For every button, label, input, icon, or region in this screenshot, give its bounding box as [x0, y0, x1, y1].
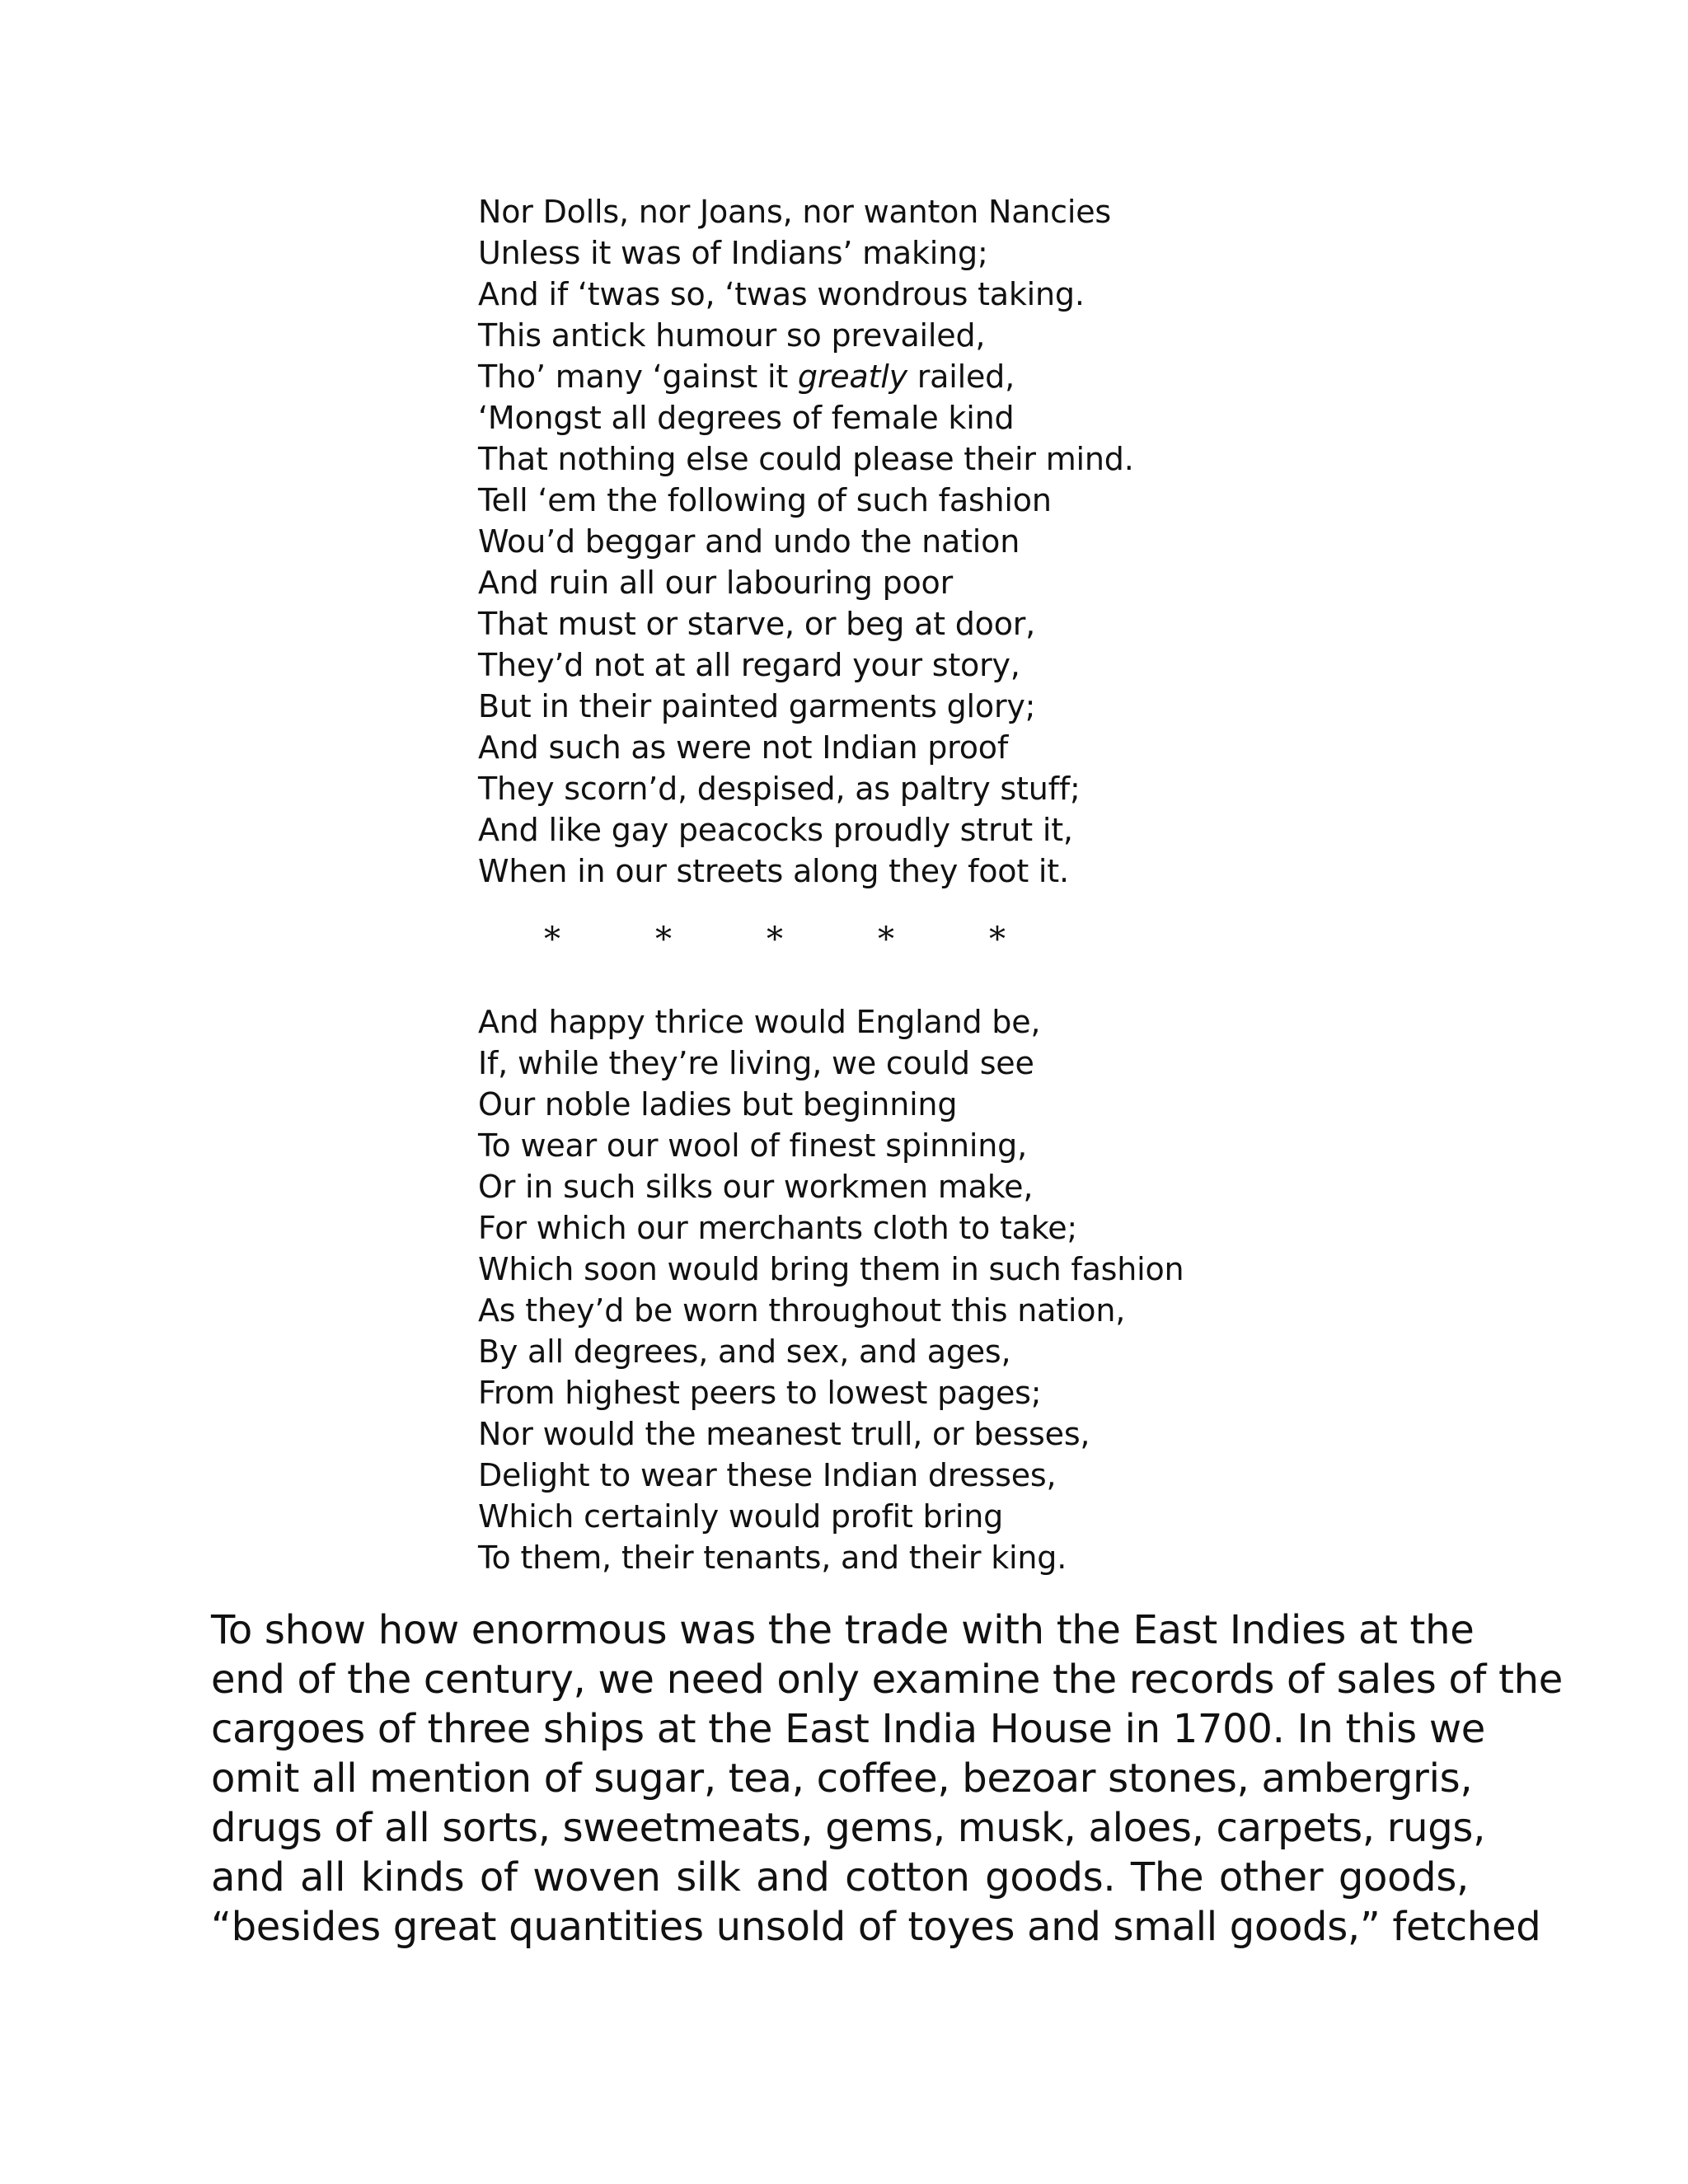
poem-line: To them, their tenants, and their king. — [478, 1540, 1067, 1576]
poem-line: For which our merchants cloth to take; — [478, 1210, 1077, 1246]
prose-line: cargoes of three ships at the East India House in 1700. In this we — [211, 1706, 1486, 1752]
poem-line: But in their painted garments glory; — [478, 688, 1036, 724]
separator-asterisk: * — [767, 921, 783, 958]
prose-line: end of the century, we need only examine the records of sales of the — [211, 1657, 1563, 1703]
poem-line: Or in such silks our workmen make, — [478, 1169, 1034, 1205]
prose-line: drugs of all sorts, sweetmeats, gems, musk, aloes, carpets, rugs, — [211, 1805, 1486, 1851]
poem-line: When in our streets along they foot it. — [478, 853, 1069, 889]
poem-line: And if ‘twas so, ‘twas wondrous taking. — [478, 276, 1085, 312]
prose-line: “besides great quantities unsold of toyes and small goods,” fetched — [211, 1904, 1541, 1950]
poem-line: If, while they’re living, we could see — [478, 1045, 1034, 1081]
poem-line: Tell ‘em the following of such fashion — [478, 482, 1052, 518]
poem-line: Which certainly would profit bring — [478, 1498, 1004, 1535]
separator-asterisk: * — [655, 921, 672, 958]
separator-asterisk: * — [544, 921, 560, 958]
poem-line: They’d not at all regard your story, — [478, 647, 1020, 683]
emphasized-word: greatly — [797, 359, 907, 395]
poem-line: That must or starve, or beg at door, — [478, 606, 1036, 642]
section-separator — [544, 919, 1006, 960]
prose-line: omit all mention of sugar, tea, coffee, bezoar stones, ambergris, — [211, 1755, 1473, 1802]
poem-line: Nor Dolls, nor Joans, nor wanton Nancies — [478, 194, 1111, 230]
poem-line: Nor would the meanest trull, or besses, — [478, 1416, 1090, 1452]
poem-line: As they’d be worn throughout this nation, — [478, 1292, 1126, 1329]
poem-line: Which soon would bring them in such fashion — [478, 1251, 1184, 1287]
poem-line: That nothing else could please their mind. — [478, 441, 1134, 477]
poem-line: They scorn’d, despised, as paltry stuff; — [478, 771, 1081, 807]
prose-paragraph — [211, 1605, 1563, 1952]
poem-line: This antick humour so prevailed, — [478, 317, 986, 354]
poem-line-text: Tho’ many ‘gainst it — [478, 359, 798, 395]
separator-asterisk: * — [878, 921, 894, 958]
poem-line — [478, 356, 1302, 397]
prose-line: To show how enormous was the trade with the East Indies at the — [211, 1607, 1475, 1653]
poem-line: Unless it was of Indians’ making; — [478, 235, 988, 271]
separator-asterisk: * — [989, 921, 1006, 958]
poem-line: Delight to wear these Indian dresses, — [478, 1457, 1057, 1493]
poem-line: Our noble ladies but beginning — [478, 1086, 958, 1122]
poem-line: By all degrees, and sex, and ages, — [478, 1333, 1011, 1370]
poem-line: To wear our wool of finest spinning, — [478, 1127, 1027, 1164]
poem-line: Wou’d beggar and undo the nation — [478, 523, 1020, 560]
poem-line: From highest peers to lowest pages; — [478, 1375, 1042, 1411]
poem-line: ‘Mongst all degrees of female kind — [478, 400, 1015, 436]
poem-line: And such as were not Indian proof — [478, 729, 1008, 766]
poem-line: And happy thrice would England be, — [478, 1004, 1041, 1040]
poem-line: And ruin all our labouring poor — [478, 565, 954, 601]
poem-line-text: railed, — [907, 359, 1015, 395]
poem-stanza-2 — [478, 1001, 1302, 1578]
poem-stanza-1 — [478, 191, 1302, 892]
prose-line: and all kinds of woven silk and cotton goods. The other goods, — [211, 1854, 1469, 1900]
poem-line: And like gay peacocks proudly strut it, — [478, 812, 1073, 848]
